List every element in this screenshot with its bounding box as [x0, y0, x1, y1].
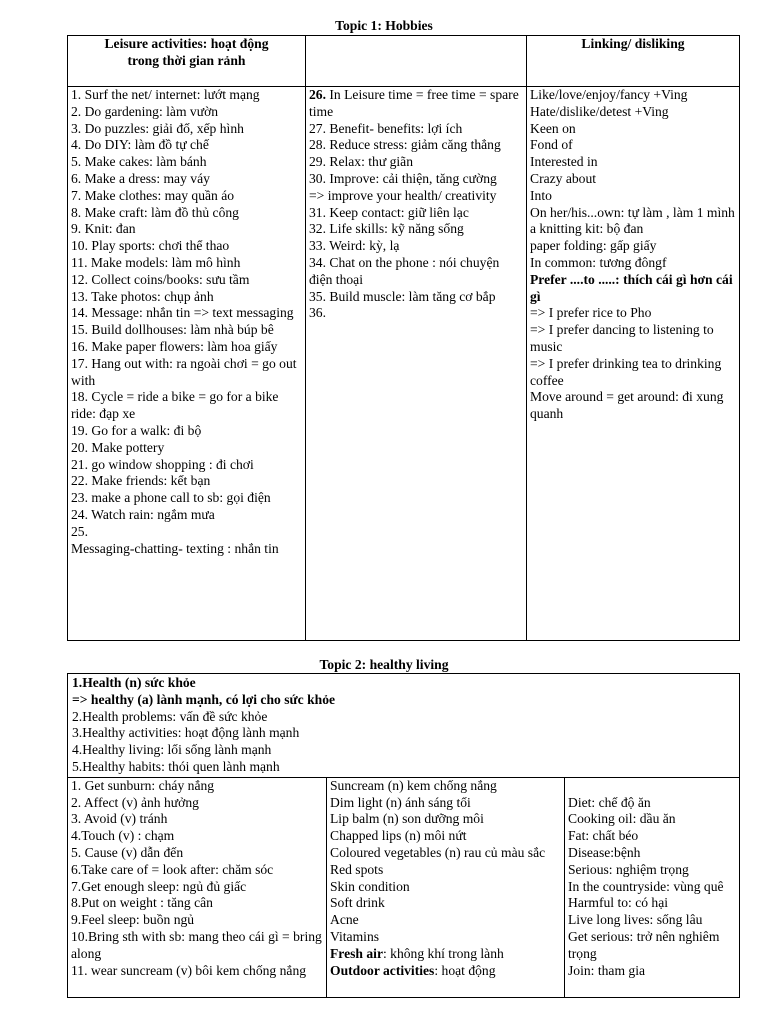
list-item: 23. make a phone call to sb: gọi điện: [71, 490, 271, 506]
list-item: 3. Avoid (v) tránh: [71, 811, 168, 827]
list-item: 17. Hang out with: ra ngoài chơi = go out with: [71, 355, 297, 388]
list-item: 4.Healthy living: lối sống lành mạnh: [72, 742, 272, 758]
list-item: Hate/dislike/detest +Ving: [530, 103, 669, 119]
list-item: 8. Make craft: làm đồ thủ công: [71, 204, 239, 220]
list-item: 2.Health problems: vấn đề sức khỏe: [72, 708, 268, 724]
list-item: Coloured vegetables (n) rau củ màu sắc: [330, 844, 546, 860]
list-item: 9. Knit: đan: [71, 221, 136, 237]
topic2-title: Topic 2: healthy living: [319, 657, 449, 672]
list-item: a knitting kit: bộ đan: [530, 221, 644, 237]
list-item: 29. Relax: thư giãn: [309, 154, 414, 170]
list-item: 33. Weird: kỳ, lạ: [309, 238, 400, 254]
list-item: Soft drink: [330, 895, 385, 911]
list-item: Into: [530, 187, 552, 203]
list-item: Disease:bệnh: [568, 844, 641, 860]
list-item: 26. In Leisure time = free time = spare time: [309, 87, 519, 119]
list-item: 5. Make cakes: làm bánh: [71, 154, 207, 170]
list-item: Cooking oil: dầu ăn: [568, 811, 676, 827]
list-item: 35. Build muscle: làm tăng cơ bắp: [309, 288, 496, 304]
list-item: Live long lives: sống lâu: [568, 912, 703, 928]
list-item: 7. Make clothes: may quần áo: [71, 187, 235, 203]
list-item: Interested in: [530, 154, 598, 170]
list-item: Messaging-chatting- texting : nhắn tin: [71, 540, 279, 556]
list-item: 28. Reduce stress: giảm căng thẳng: [309, 137, 501, 153]
list-item: 19. Go for a walk: đi bộ: [71, 422, 202, 438]
healthy-living-table: [67, 673, 740, 998]
list-item: 5. Cause (v) dẫn đến: [71, 844, 184, 860]
hobbies-table: [67, 35, 740, 641]
list-item: Keen on: [530, 120, 576, 136]
list-item: Outdoor activities: hoạt động: [330, 962, 496, 978]
list-item: Like/love/enjoy/fancy +Ving: [530, 87, 688, 102]
list-item: Get serious: trở nên nghiêm trọng: [568, 928, 720, 961]
header-leisure: Leisure activities: hoạt động trong thời gian rảnh: [68, 36, 306, 87]
health-col2: [327, 777, 565, 997]
list-item: => improve your health/ creativity: [309, 187, 497, 203]
list-item: => healthy (a) lành mạnh, có lợi cho sức khỏe: [72, 691, 336, 707]
list-item: Crazy about: [530, 170, 597, 186]
list-item: [568, 778, 736, 795]
list-item: 34. Chat on the phone : nói chuyện điện thoại: [309, 254, 500, 287]
hobbies-col2: [306, 87, 527, 641]
list-item: Suncream (n) kem chống nắng: [330, 777, 497, 793]
list-item: On her/his...own: tự làm , làm 1 mình: [530, 204, 735, 220]
list-item: Diet: chế độ ăn: [568, 794, 651, 810]
list-item: Fresh air: không khí trong lành: [330, 945, 504, 961]
list-item: => I prefer drinking tea to drinking coffee: [530, 355, 722, 388]
list-item: 24. Watch rain: ngắm mưa: [71, 506, 215, 522]
health-summary: [68, 674, 740, 778]
list-item: 10. Play sports: chơi thể thao: [71, 238, 230, 254]
list-item: 32. Life skills: kỹ năng sống: [309, 221, 464, 237]
list-item: 1. Surf the net/ internet: lướt mạng: [71, 87, 260, 102]
list-item: 5.Healthy habits: thói quen lành mạnh: [72, 758, 280, 774]
list-item: => I prefer dancing to listening to music: [530, 322, 714, 354]
list-item: 15. Build dollhouses: làm nhà búp bê: [71, 322, 274, 338]
health-col3: [565, 777, 740, 997]
header-linking: Linking/ disliking: [527, 36, 740, 87]
list-item: 11. Make models: làm mô hình: [71, 254, 241, 270]
list-item: 20. Make pottery: [71, 439, 165, 455]
list-item: 10.Bring sth with sb: mang theo cái gì = bring along: [71, 928, 322, 961]
list-item: 7.Get enough sleep: ngủ đủ giấc: [71, 878, 247, 894]
list-item: 30. Improve: cải thiện, tăng cường: [309, 170, 497, 186]
list-item: Vitamins: [330, 928, 380, 944]
list-item: 27. Benefit- benefits: lợi ích: [309, 120, 463, 136]
header-blank: [306, 36, 527, 87]
list-item: Red spots: [330, 861, 384, 877]
hobbies-col3: [527, 87, 740, 641]
list-item: Lip balm (n) son dưỡng môi: [330, 811, 484, 827]
hobbies-col1: [68, 87, 306, 641]
list-item: 6.Take care of = look after: chăm sóc: [71, 861, 274, 877]
list-item: 8.Put on weight : tăng cân: [71, 895, 213, 911]
list-item: Dim light (n) ánh sáng tối: [330, 794, 471, 810]
list-item: 3. Do puzzles: giải đố, xếp hình: [71, 120, 244, 136]
list-item: Chapped lips (n) môi nứt: [330, 828, 467, 844]
list-item: 22. Make friends: kết bạn: [71, 473, 211, 489]
list-item: 12. Collect coins/books: sưu tầm: [71, 271, 250, 287]
list-item: Acne: [330, 912, 359, 928]
list-item: 1. Get sunburn: cháy nắng: [71, 777, 215, 793]
topic1-title: Topic 1: Hobbies: [335, 18, 433, 33]
list-item: 2. Affect (v) ảnh hưởng: [71, 794, 199, 810]
list-item: Join: tham gia: [568, 962, 646, 978]
list-item: 9.Feel sleep: buồn ngủ: [71, 912, 195, 928]
list-item: Fond of: [530, 137, 573, 153]
list-item: 1.Health (n) sức khỏe: [72, 675, 196, 690]
list-item: 36.: [309, 305, 326, 321]
list-item: 3.Healthy activities: hoạt động lành mạnh: [72, 725, 300, 741]
list-item: 13. Take photos: chụp ảnh: [71, 288, 214, 304]
list-item: 4.Touch (v) : chạm: [71, 828, 175, 844]
list-item: Harmful to: có hại: [568, 895, 669, 911]
list-item: 16. Make paper flowers: làm hoa giấy: [71, 338, 278, 354]
list-item: 18. Cycle = ride a bike = go for a bike ride: đạp xe: [71, 389, 279, 422]
list-item: => I prefer rice to Pho: [530, 305, 652, 321]
list-item: paper folding: gấp giấy: [530, 238, 657, 254]
list-item: 31. Keep contact: giữ liên lạc: [309, 204, 469, 220]
list-item: In the countryside: vùng quê: [568, 878, 724, 894]
list-item: 2. Do gardening: làm vườn: [71, 103, 219, 119]
list-item: 4. Do DIY: làm đồ tự chế: [71, 137, 209, 153]
list-item: Prefer ....to .....: thích cái gì hơn cái gì: [530, 271, 733, 304]
list-item: 25.: [71, 523, 88, 539]
list-item: Fat: chất béo: [568, 828, 639, 844]
list-item: 11. wear suncream (v) bôi kem chống nắng: [71, 962, 307, 978]
health-col1: [68, 777, 327, 997]
list-item: In common: tương đôngf: [530, 254, 667, 270]
list-item: Serious: nghiệm trọng: [568, 861, 689, 877]
list-item: 6. Make a dress: may váy: [71, 170, 210, 186]
list-item: 14. Message: nhắn tin => text messaging: [71, 305, 294, 321]
list-item: Move around = get around: đi xung quanh: [530, 389, 724, 422]
list-item: 21. go window shopping : đi chơi: [71, 456, 254, 472]
list-item: Skin condition: [330, 878, 410, 894]
